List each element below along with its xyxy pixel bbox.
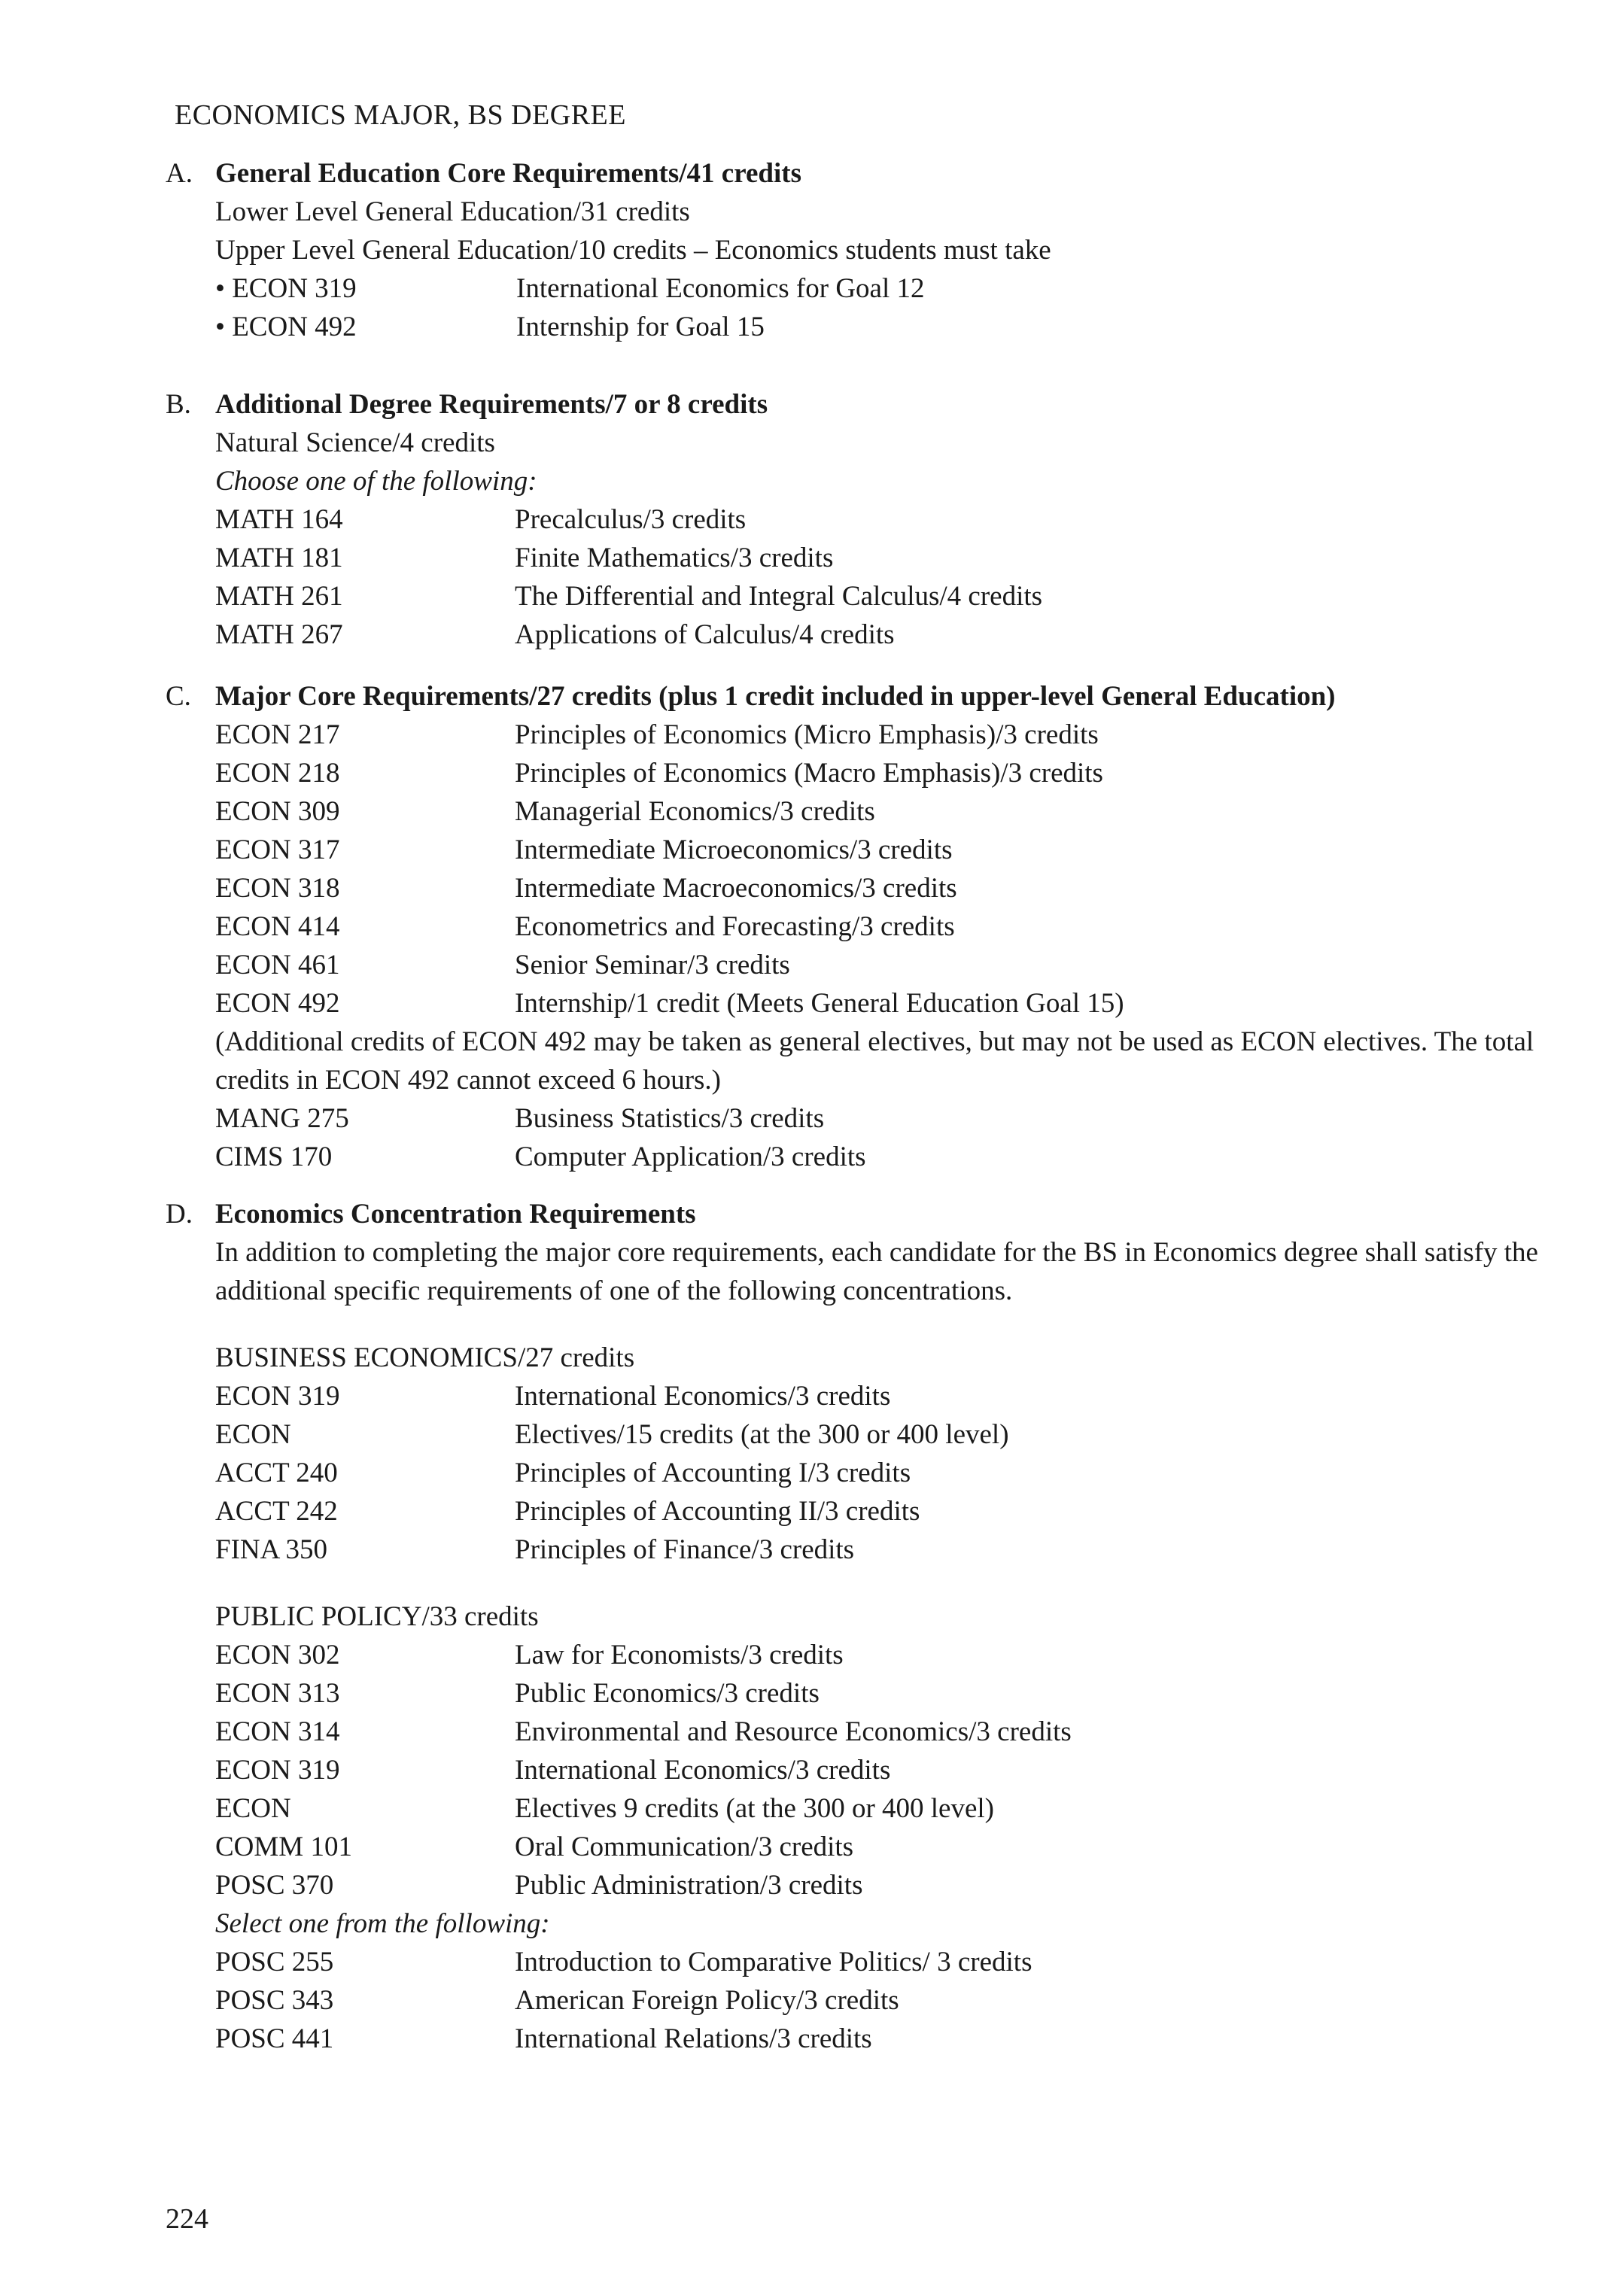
course-row xyxy=(215,1636,1580,1674)
course-row xyxy=(215,616,1580,654)
section-letter: A. xyxy=(166,158,193,189)
concentration-heading: PUBLIC POLICY/33 credits xyxy=(215,1601,539,1632)
course-code: ECON 319 xyxy=(215,1755,340,1786)
course-code: MATH 261 xyxy=(215,581,343,612)
course-code: POSC 255 xyxy=(215,1947,334,1977)
public-policy-concentration xyxy=(215,1597,1580,2058)
course-row xyxy=(215,792,1580,831)
course-desc: Introduction to Comparative Politics/ 3 credits xyxy=(515,1947,1032,1977)
section-heading: General Education Core Requirements/41 credits xyxy=(215,158,801,189)
course-desc: Managerial Economics/3 credits xyxy=(515,796,875,827)
course-row xyxy=(215,831,1580,869)
course-code: ECON 217 xyxy=(215,719,340,750)
course-row xyxy=(215,1415,1580,1454)
course-row xyxy=(215,1138,1580,1176)
course-row xyxy=(215,907,1580,946)
course-row xyxy=(215,1751,1580,1789)
course-row xyxy=(215,539,1580,577)
course-row xyxy=(215,1981,1580,2020)
course-desc: Oral Communication/3 credits xyxy=(515,1832,854,1862)
text-line: Lower Level General Education/31 credits xyxy=(215,196,690,227)
course-desc: Principles of Economics (Macro Emphasis)/3 credits xyxy=(515,758,1103,789)
course-code: ACCT 240 xyxy=(215,1458,338,1488)
course-code: ECON xyxy=(215,1793,291,1824)
course-row xyxy=(215,1828,1580,1866)
course-code: MATH 267 xyxy=(215,619,343,650)
course-code: ECON 492 xyxy=(215,988,340,1019)
section-heading: Additional Degree Requirements/7 or 8 credits xyxy=(215,389,768,420)
course-row xyxy=(215,577,1580,616)
course-desc: The Differential and Integral Calculus/4 credits xyxy=(515,581,1043,612)
course-row xyxy=(215,1789,1580,1828)
course-code: CIMS 170 xyxy=(215,1141,333,1172)
course-code: FINA 350 xyxy=(215,1534,328,1565)
course-desc: Internship/1 credit (Meets General Education Goal 15) xyxy=(515,988,1124,1019)
course-desc: Econometrics and Forecasting/3 credits xyxy=(515,911,955,942)
section-heading: Economics Concentration Requirements xyxy=(215,1199,696,1230)
course-code: ECON 314 xyxy=(215,1716,340,1747)
course-row xyxy=(215,1674,1580,1713)
course-code: ECON xyxy=(215,1419,291,1450)
course-code: ECON 318 xyxy=(215,873,340,904)
course-code: ECON 461 xyxy=(215,950,340,980)
course-desc: International Economics/3 credits xyxy=(515,1381,891,1412)
course-desc: Public Economics/3 credits xyxy=(515,1678,820,1709)
course-code: POSC 441 xyxy=(215,2023,334,2054)
course-row xyxy=(215,946,1580,984)
course-desc: International Economics for Goal 12 xyxy=(516,273,925,304)
course-code: ACCT 242 xyxy=(215,1496,338,1527)
course-row xyxy=(215,869,1580,907)
course-row xyxy=(215,716,1580,754)
concentration-heading: BUSINESS ECONOMICS/27 credits xyxy=(215,1342,635,1373)
internship-note: (Additional credits of ECON 492 may be taken as general electives, but may not be used as ECON electives. The total credits in ECON 492 cannot exceed 6 hours.) xyxy=(215,1026,1534,1096)
course-row xyxy=(215,1713,1580,1751)
text-line: Upper Level General Education/10 credits – Economics students must take xyxy=(215,235,1051,266)
course-desc: International Relations/3 credits xyxy=(515,2023,872,2054)
course-row xyxy=(215,984,1580,1023)
course-code: • ECON 492 xyxy=(215,312,357,342)
section-a xyxy=(166,154,1580,346)
course-code: MANG 275 xyxy=(215,1103,349,1134)
course-code: ECON 319 xyxy=(215,1381,340,1412)
course-code: • ECON 319 xyxy=(215,273,357,304)
course-row xyxy=(215,2020,1580,2058)
select-instruction: Select one from the following: xyxy=(215,1908,550,1939)
course-code: ECON 313 xyxy=(215,1678,340,1709)
course-code: COMM 101 xyxy=(215,1832,352,1862)
course-desc: Computer Application/3 credits xyxy=(515,1141,866,1172)
course-row xyxy=(215,1377,1580,1415)
course-desc: Finite Mathematics/3 credits xyxy=(515,543,834,573)
course-code: ECON 309 xyxy=(215,796,340,827)
section-heading: Major Core Requirements/27 credits (plus 1 credit included in upper-level General Education) xyxy=(215,681,1336,712)
course-desc: Principles of Accounting II/3 credits xyxy=(515,1496,920,1527)
course-row xyxy=(215,1099,1580,1138)
course-code: POSC 343 xyxy=(215,1985,334,2016)
course-row xyxy=(215,1492,1580,1531)
course-code: MATH 181 xyxy=(215,543,343,573)
course-desc: Electives 9 credits (at the 300 or 400 level) xyxy=(515,1793,995,1824)
course-desc: Environmental and Resource Economics/3 credits xyxy=(515,1716,1072,1747)
course-row xyxy=(215,308,1580,346)
course-code: ECON 218 xyxy=(215,758,340,789)
section-c xyxy=(166,677,1580,1176)
course-desc: International Economics/3 credits xyxy=(515,1755,891,1786)
course-row xyxy=(215,1943,1580,1981)
course-desc: Business Statistics/3 credits xyxy=(515,1103,825,1134)
course-code: ECON 302 xyxy=(215,1640,340,1670)
text-line: Natural Science/4 credits xyxy=(215,427,495,458)
course-code: MATH 164 xyxy=(215,504,343,535)
course-row xyxy=(215,754,1580,792)
course-desc: Principles of Accounting I/3 credits xyxy=(515,1458,911,1488)
choose-instruction: Choose one of the following: xyxy=(215,466,537,497)
page-number: 224 xyxy=(166,2203,208,2235)
course-desc: Principles of Finance/3 credits xyxy=(515,1534,855,1565)
course-code: ECON 317 xyxy=(215,834,340,865)
course-row xyxy=(215,1454,1580,1492)
section-letter: C. xyxy=(166,681,191,712)
section-d xyxy=(166,1195,1580,2058)
course-desc: Law for Economists/3 credits xyxy=(515,1640,844,1670)
course-row xyxy=(215,1531,1580,1569)
page-title: ECONOMICS MAJOR, BS DEGREE xyxy=(175,99,626,131)
course-desc: Senior Seminar/3 credits xyxy=(515,950,790,980)
course-desc: American Foreign Policy/3 credits xyxy=(515,1985,899,2016)
section-letter: B. xyxy=(166,389,191,420)
course-desc: Intermediate Macroeconomics/3 credits xyxy=(515,873,957,904)
course-code: ECON 414 xyxy=(215,911,340,942)
course-desc: Principles of Economics (Micro Emphasis)/3 credits xyxy=(515,719,1099,750)
course-desc: Intermediate Microeconomics/3 credits xyxy=(515,834,953,865)
course-desc: Applications of Calculus/4 credits xyxy=(515,619,895,650)
course-desc: Electives/15 credits (at the 300 or 400 level) xyxy=(515,1419,1009,1450)
course-code: POSC 370 xyxy=(215,1870,334,1901)
business-economics-concentration xyxy=(215,1339,1580,1569)
section-letter: D. xyxy=(166,1199,193,1230)
course-desc: Public Administration/3 credits xyxy=(515,1870,863,1901)
course-desc: Internship for Goal 15 xyxy=(516,312,765,342)
intro-paragraph: In addition to completing the major core requirements, each candidate for the BS in Economics degree shall satisfy the additional specific requirements of one of the following concentrations. xyxy=(215,1237,1538,1306)
section-b xyxy=(166,385,1580,654)
course-row xyxy=(215,500,1580,539)
course-desc: Precalculus/3 credits xyxy=(515,504,747,535)
course-row xyxy=(215,1866,1580,1904)
course-row xyxy=(215,269,1580,308)
